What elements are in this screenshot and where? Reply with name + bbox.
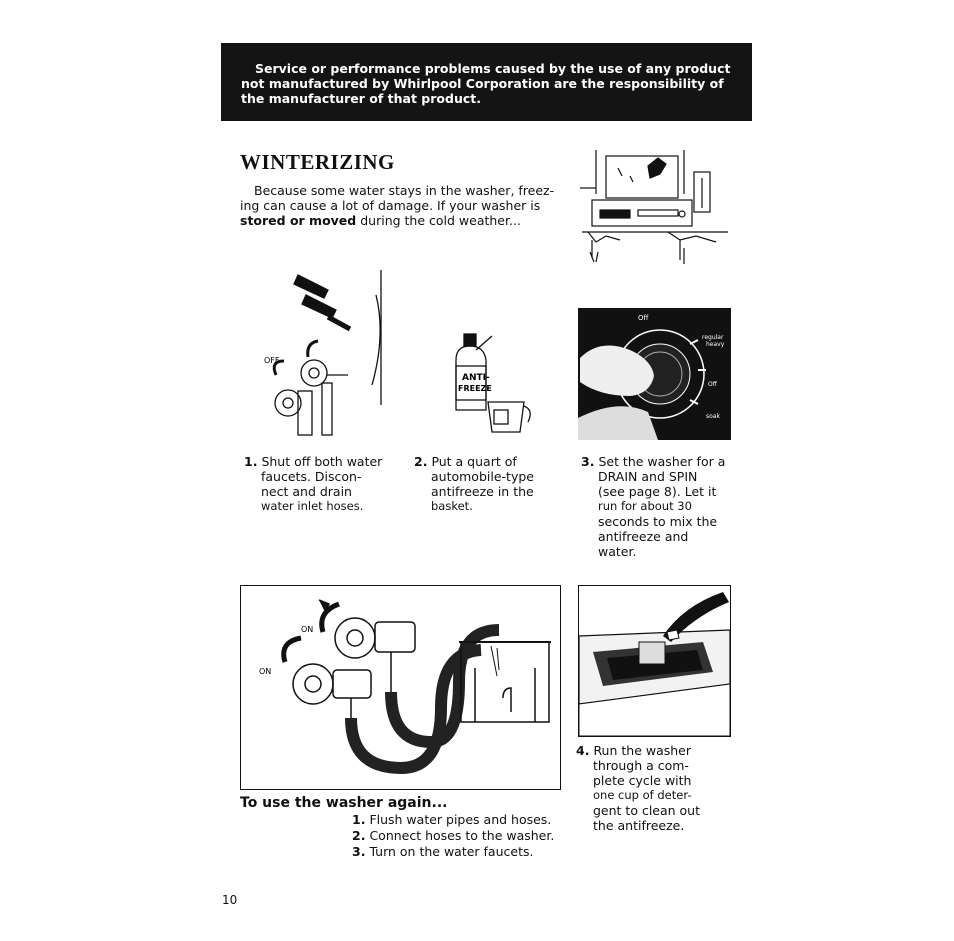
- step-3-number: 3.: [581, 454, 595, 469]
- intro-paragraph: [240, 183, 570, 228]
- intro-line-1: Because some water stays in the washer, freez-: [254, 183, 555, 198]
- step-2: [414, 454, 534, 514]
- reuse-item-2: [352, 828, 554, 844]
- step-1-line-4: water inlet hoses.: [261, 499, 364, 513]
- step-3-line-7: water.: [598, 544, 637, 559]
- reuse-item-1: [352, 812, 554, 828]
- step-4-number: 4.: [576, 743, 590, 758]
- notice-line-2: not manufactured by Whirlpool Corporation are the responsibility of: [241, 76, 724, 91]
- faucet-off-illustration: [258, 255, 388, 440]
- intro-line-3-rest: during the cold weather...: [356, 213, 521, 228]
- step-4-line-4: one cup of deter-: [593, 788, 692, 802]
- step-4-line-1: Run the washer: [593, 743, 692, 758]
- step-3-line-2: DRAIN and SPIN: [598, 469, 698, 484]
- step-2-line-1: Put a quart of: [431, 454, 517, 469]
- notice-line-3: the manufacturer of that product.: [241, 91, 481, 106]
- dial-regular-label: regular: [702, 334, 724, 341]
- step-3-line-3: (see page 8). Let it: [598, 484, 717, 499]
- faucet-on-label-2: ON: [259, 667, 272, 676]
- bottle-label-line-1: ANTI-: [462, 373, 490, 383]
- bottle-label-line-2: FREEZE: [458, 384, 492, 393]
- reuse-heading: To use the washer again...: [240, 795, 448, 811]
- reuse-item-2-number: 2.: [352, 828, 366, 843]
- step-2-line-4: basket.: [431, 499, 473, 513]
- step-2-line-3: antifreeze in the: [431, 484, 534, 499]
- section-title: WINTERIZING: [240, 150, 395, 174]
- step-4-line-5: gent to clean out: [593, 803, 701, 818]
- step-1-line-2: faucets. Discon-: [261, 469, 362, 484]
- step-2-line-2: automobile-type: [431, 469, 534, 484]
- step-3-line-5: seconds to mix the: [598, 514, 718, 529]
- step-2-number: 2.: [414, 454, 428, 469]
- antifreeze-illustration: [448, 330, 538, 440]
- step-4-line-6: the antifreeze.: [593, 818, 685, 833]
- step-4: [576, 743, 700, 833]
- intro-line-3: [240, 213, 570, 228]
- intro-line-2: ing can cause a lot of damage. If your washer is: [240, 198, 541, 213]
- dial-soak-label: soak: [706, 413, 720, 420]
- reuse-item-1-text: Flush water pipes and hoses.: [369, 812, 552, 827]
- step-1-number: 1.: [244, 454, 258, 469]
- reuse-item-3-text: Turn on the water faucets.: [369, 844, 534, 859]
- step-3-line-6: antifreeze and: [598, 529, 689, 544]
- page-number: 10: [222, 893, 238, 907]
- washer-tub-photo: [579, 586, 730, 736]
- notice-line-1: Service or performance problems caused by the use of any product: [255, 61, 731, 76]
- faucet-off-label: OFF: [264, 356, 280, 365]
- dial-photo: [578, 308, 731, 440]
- dial-off-right: Off: [708, 381, 717, 388]
- dial-heavy-label: heavy: [706, 341, 725, 348]
- step-1-line-1: Shut off both water: [261, 454, 383, 469]
- intro-bold-text: stored or moved: [240, 213, 357, 228]
- step-4-line-3: plete cycle with: [593, 773, 692, 788]
- step-4-line-2: through a com-: [593, 758, 689, 773]
- washer-cold-illustration: [578, 148, 730, 276]
- step-1: [244, 454, 382, 514]
- notice-banner: [221, 43, 752, 121]
- reuse-list: [352, 812, 554, 860]
- step-3-line-4: run for about 30: [598, 499, 692, 513]
- step-1-line-3: nect and drain: [261, 484, 352, 499]
- faucet-on-label-1: ON: [301, 625, 314, 634]
- faucets-on-illustration: [241, 586, 560, 789]
- reuse-item-3-number: 3.: [352, 844, 366, 859]
- reuse-item-2-text: Connect hoses to the washer.: [369, 828, 555, 843]
- step-3: [581, 454, 725, 559]
- step-3-line-1: Set the washer for a: [598, 454, 726, 469]
- reuse-item-3: [352, 844, 554, 860]
- reuse-item-1-number: 1.: [352, 812, 366, 827]
- dial-off-top: Off: [638, 314, 649, 322]
